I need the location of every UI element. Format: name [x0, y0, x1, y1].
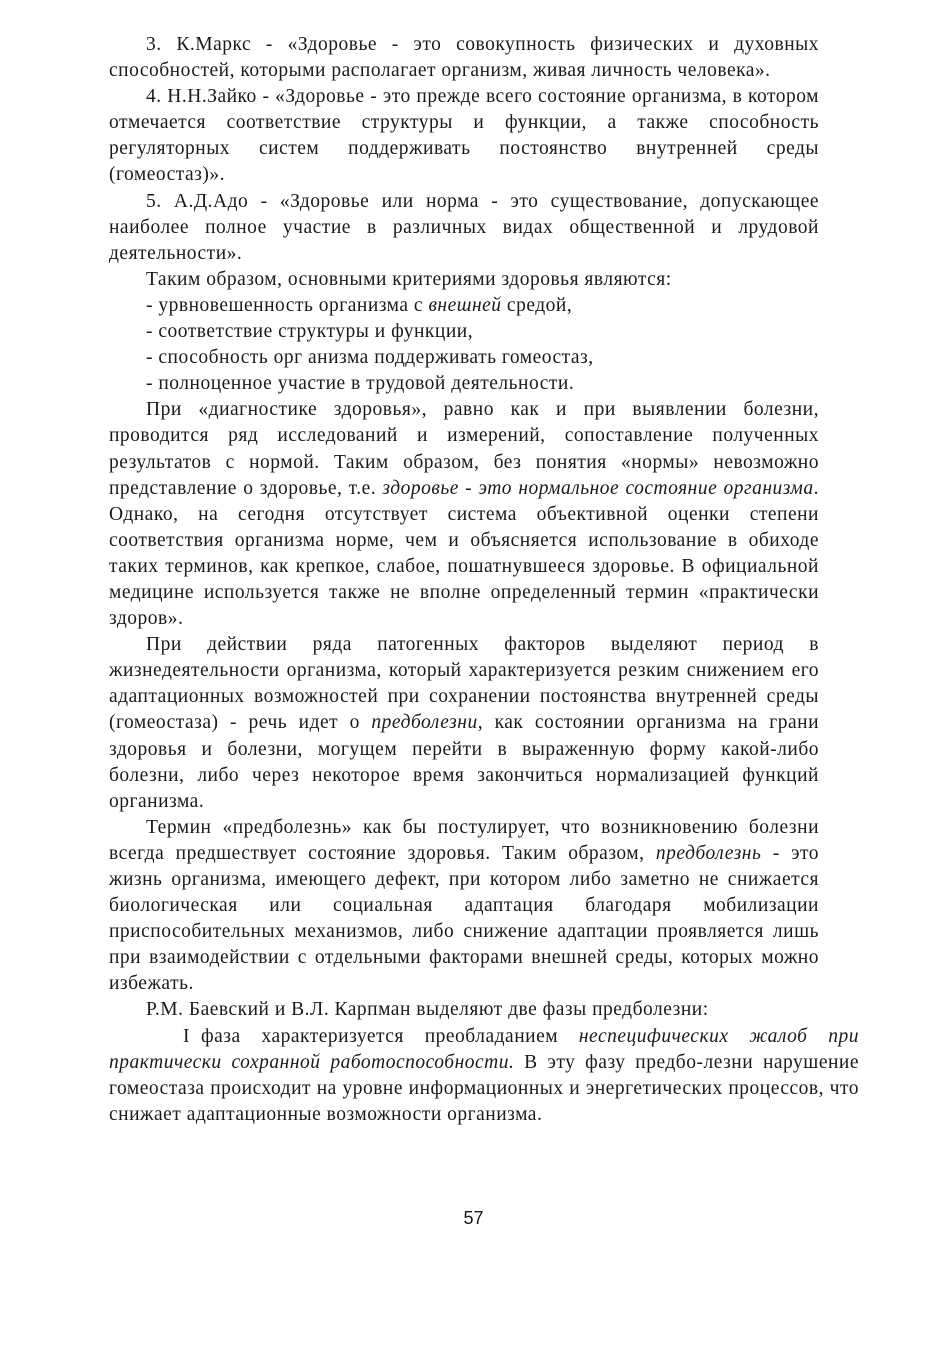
- paragraph-pathogenic: При действии ряда патогенных факторов выделяют период в жизнедеятельности организма, который характеризуется резким снижением его адаптационных возможностей при сохранении постоянства внутренней среды (гомеостаза) - речь идет о предболезни, как состоянии организма на грани здоровья и болезни, могущем перейти в выраженную форму какой-либо болезни, либо через некоторое время закончиться нормализацией функций организма.: [109, 634, 820, 812]
- phase-number: I: [183, 1025, 190, 1047]
- page-number: 57: [463, 1208, 484, 1228]
- criterion-structure: - соответствие структуры и функции,: [146, 321, 474, 343]
- quote-ado: 5. А.Д.Адо - «Здоровье или норма - это существование, допускающее наиболее полное участие в различных видах общественной и лрудовой деятельности».: [109, 190, 819, 264]
- criterion-participation: - полноценное участие в трудовой деятельности.: [146, 373, 575, 395]
- phases-intro: Р.М. Баевский и В.Л. Карпман выделяют две фазы предболезни:: [146, 999, 709, 1021]
- paragraph-term: Термин «предболезнь» как бы постулирует, что возникновению болезни всегда предшествует состояние здоровья. Таким образом, предболезнь - это жизнь организма, имеющего дефект, при котором либо заметно не снижается биологическая или социальная адаптация благодаря мобилизации приспособительных механизмов, либо снижение адаптации проявляется лишь при взаимодействии с отдельными факторами внешней среды, которых можно избежать.: [109, 816, 819, 995]
- criterion-balance: - урвновешенность организма с внешней средой,: [146, 294, 573, 316]
- quote-zaiko: 4. Н.Н.Зайко - «Здоровье - это прежде всего состояние организма, в котором отмечается соответствие структуры и функции, а также способность регуляторных систем поддерживать постоянство внутренней среды (гомеостаз)».: [109, 86, 819, 186]
- paragraph-diagnostics: При «диагностике здоровья», равно как и при выявлении болезни, проводится ряд исследований и измерений, сопоставление полученных результатов с нормой. Таким образом, без понятия «нормы» невозможно представление о здоровье, т.е. здоровье - это нормальное состояние организма. Однако, на сегодня отсутствует система объективной оценки степени соответствия организма норме, чем и объясняется использование в обиходе таких терминов, как крепкое, слабое, пошатнувшееся здоровье. В официальной медицине используется также не вполне определенный термин «практически здоров».: [109, 399, 819, 630]
- criterion-homeostasis: - способность орг анизма поддерживать гомеостаз,: [146, 347, 594, 369]
- quote-marx: 3. К.Маркс - «Здоровье - это совокупность физических и духовных способностей, которыми располагает организм, живая личность человека».: [109, 34, 819, 82]
- body-text: [109, 32, 860, 1128]
- criteria-intro: Таким образом, основными критериями здоровья являются:: [146, 268, 672, 290]
- paragraph-phase-1: I фаза характеризуется преобладанием неспецифических жалоб при практически сохранной работоспособности. В эту фазу предбо-лезни нарушение гомеостаза происходит на уровне информационных и энергетических процессов, что снижает адаптационные возможности организма.: [109, 1025, 860, 1125]
